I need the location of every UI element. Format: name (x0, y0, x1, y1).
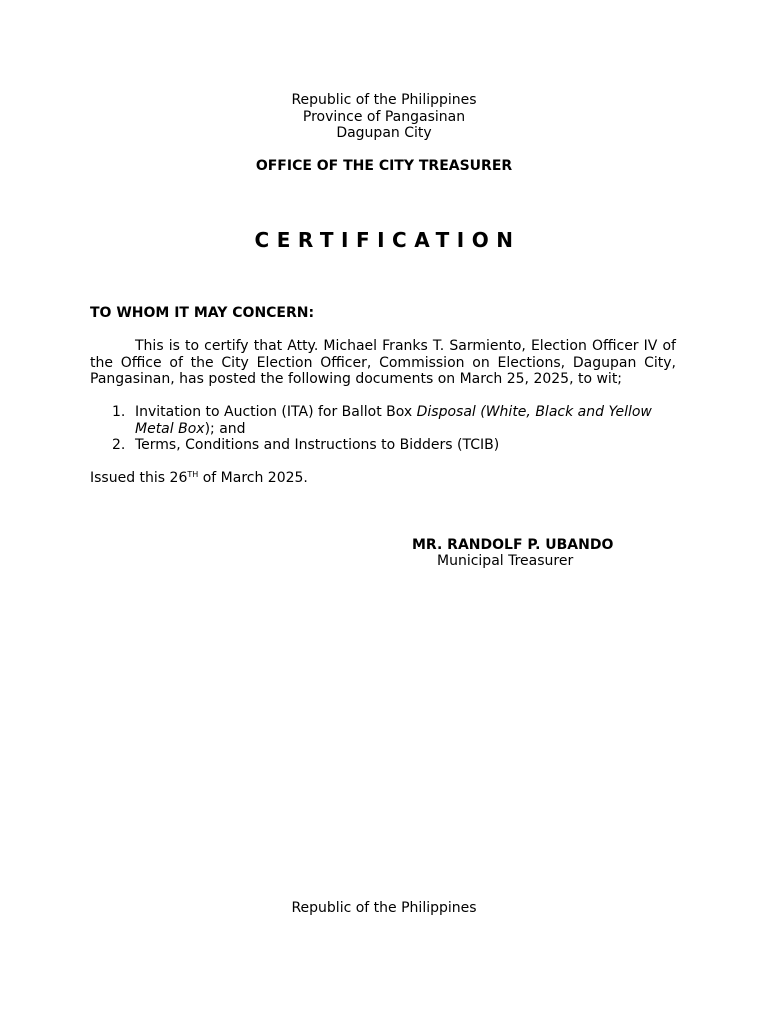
certification-body: This is to certify that Atty. Michael Franks T. Sarmiento, Election Officer IV of the Office of the City Election Officer, Commission on Elections, Dagupan City, Pangasinan, has posted the following documents on March 25, 2025, to wit; (90, 338, 676, 387)
list-item-number: 1. (112, 404, 126, 420)
document-title: CERTIFICATION (254, 228, 521, 252)
list-item (90, 437, 676, 454)
list-item-text-end: ); and (204, 420, 246, 437)
letterhead-country: Republic of the Philippines (291, 92, 477, 108)
letterhead (0, 92, 768, 142)
signatory-name: MR. RANDOLF P. UBANDO (412, 537, 614, 553)
office-name: OFFICE OF THE CITY TREASURER (255, 158, 513, 174)
letterhead-province: Province of Pangasinan (302, 108, 466, 125)
footer-country: Republic of the Philippines (291, 900, 477, 916)
signatory-title: Municipal Treasurer (437, 553, 574, 569)
issued-suffix: of March 2025. (198, 470, 308, 486)
list-item-text: Terms, Conditions and Instructions to Bidders (TCIB) (135, 437, 500, 453)
salutation: TO WHOM IT MAY CONCERN: (90, 305, 315, 321)
list-item-italic-text: Disposal (White, Black and Yellow Metal Box (135, 404, 652, 437)
list-item-number: 2. (112, 437, 126, 453)
issued-superscript: TH (187, 470, 199, 479)
documents-list (90, 404, 676, 454)
list-item (90, 404, 676, 437)
list-item-text: Invitation to Auction (ITA) for Ballot Box (135, 404, 417, 420)
issued-date (90, 470, 308, 487)
issued-prefix: Issued this 26 (90, 470, 188, 486)
letterhead-city: Dagupan City (336, 125, 432, 141)
